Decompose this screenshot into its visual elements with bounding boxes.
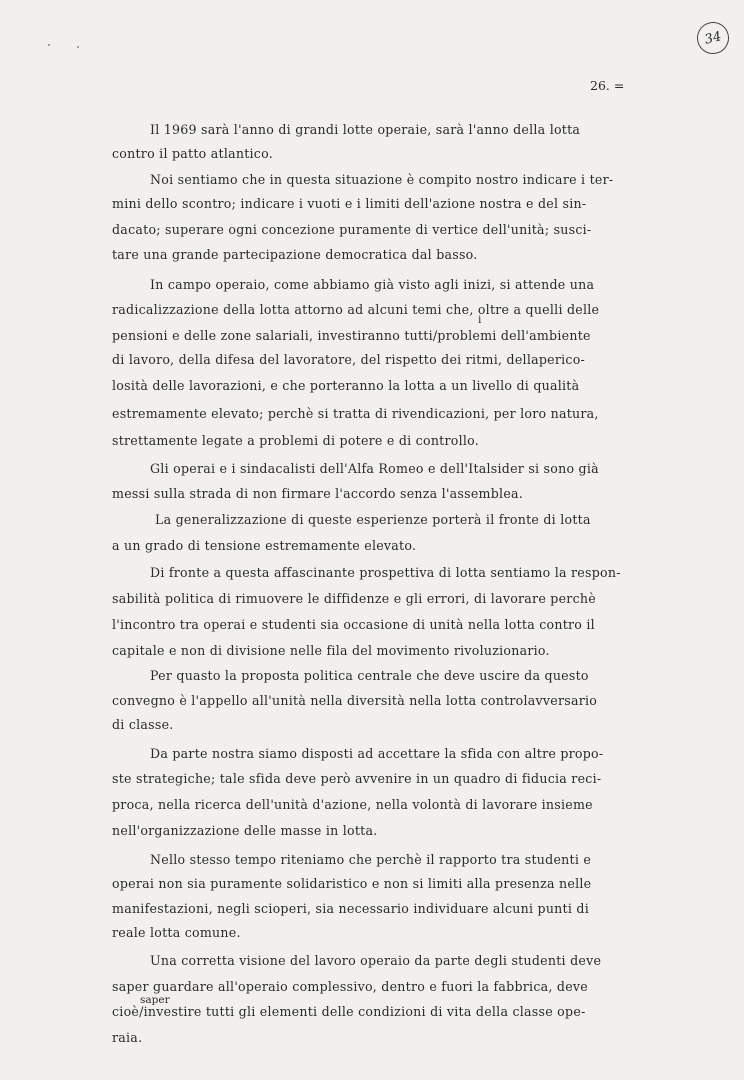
text-line: tare una grande partecipazione democratica dal basso. [112,247,478,262]
text-line: reale lotta comune. [112,925,241,940]
text-line: nell'organizzazione delle masse in lotta. [112,823,378,838]
text-line: Di fronte a questa affascinante prospettiva di lotta sentiamo la respon- [150,565,621,580]
text-line: radicalizzazione della lotta attorno ad alcuni temi che, oltre a quelli delle [112,302,600,317]
text-line: Noi sentiamo che in questa situazione è compito nostro indicare i ter- [150,172,614,187]
text-line: messi sulla strada di non firmare l'accordo senza l'assemblea. [112,486,524,501]
text-line: La generalizzazione di queste esperienze porterà il fronte di lotta [155,512,591,527]
text-line: ste strategiche; tale sfida deve però avvenire in un quadro di fiducia reci- [112,771,602,786]
archive-stamp: 34 [694,19,733,58]
text-line: dacato; superare ogni concezione puramente di vertice dell'unità; susci- [112,222,592,237]
text-line: Gli operai e i sindacalisti dell'Alfa Romeo e dell'Italsider si sono già [150,461,599,476]
text-line: capitale e non di divisione nelle fila del movimento rivoluzionario. [112,643,550,658]
text-line: di classe. [112,717,174,732]
text-line: estremamente elevato; perchè si tratta di rivendicazioni, per loro natura, [112,406,599,421]
text-line: pensioni e delle zone salariali, investiranno tutti/problemi dell'ambiente [112,328,591,343]
speck [48,44,50,46]
speck [77,46,79,48]
text-line: di lavoro, della difesa del lavoratore, del rispetto dei ritmi, dellaperico- [112,352,586,367]
text-line: Per quasto la proposta politica centrale che deve uscire da questo [150,668,589,683]
handwritten-insertion: i [478,314,482,326]
text-line: convegno è l'appello all'unità nella diversità nella lotta controlavversario [112,693,598,708]
text-line: losità delle lavorazioni, e che porteranno la lotta a un livello di qualità [112,378,580,393]
handwritten-insertion: saper [140,994,170,1006]
text-line: manifestazioni, negli scioperi, sia necessario individuare alcuni punti di [112,901,589,916]
text-line: Una corretta visione del lavoro operaio da parte degli studenti deve [150,953,602,968]
text-line: Nello stesso tempo riteniamo che perchè il rapporto tra studenti e [150,852,592,867]
text-line: contro il patto atlantico. [112,146,273,161]
text-line: strettamente legate a problemi di potere e di controllo. [112,433,480,448]
text-line: sabilità politica di rimuovere le diffidenze e gli errori, di lavorare perchè [112,591,596,606]
text-line: saper guardare all'operaio complessivo, dentro e fuori la fabbrica, deve [112,979,588,994]
text-line: proca, nella ricerca dell'unità d'azione, nella volontà di lavorare insieme [112,797,593,812]
text-line: a un grado di tensione estremamente elevato. [112,538,417,553]
text-line: raia. [112,1030,143,1045]
page-number: 26. = [590,78,625,93]
text-line: cioè/investire tutti gli elementi delle condizioni di vita della classe ope- [112,1004,586,1019]
text-line: l'incontro tra operai e studenti sia occasione di unità nella lotta contro il [112,617,595,632]
text-line: Il 1969 sarà l'anno di grandi lotte operaie, sarà l'anno della lotta [150,122,581,137]
text-line: operai non sia puramente solidaristico e non si limiti alla presenza nelle [112,876,592,891]
text-line: In campo operaio, come abbiamo già visto agli inizi, si attende una [150,277,595,292]
text-line: Da parte nostra siamo disposti ad accettare la sfida con altre propo- [150,746,604,761]
text-line: mini dello scontro; indicare i vuoti e i limiti dell'azione nostra e del sin- [112,196,587,211]
